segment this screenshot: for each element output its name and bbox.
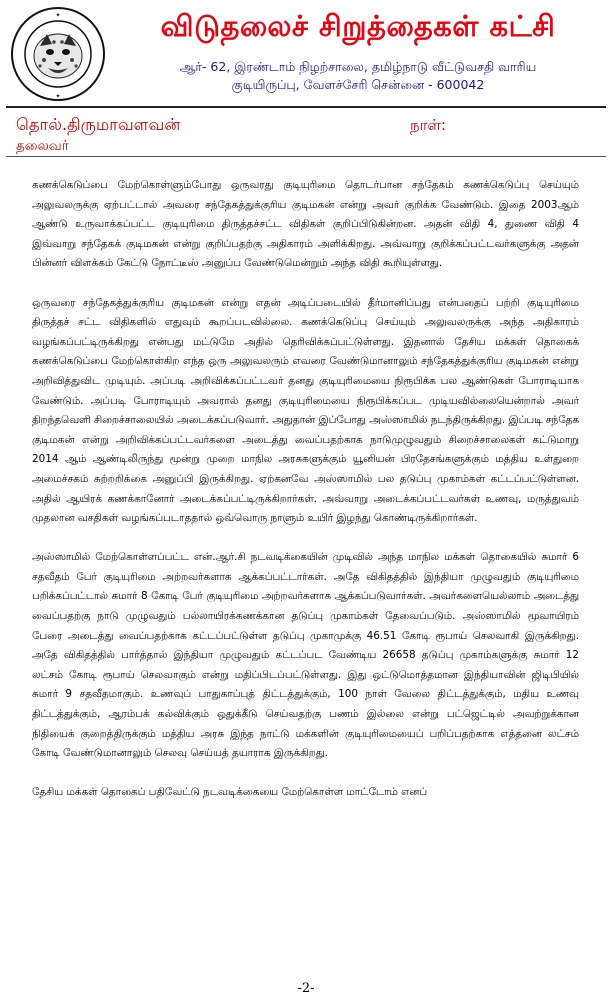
- letterhead: [0, 0, 612, 112]
- party-name: விடுதலைச் சிறுத்தைகள் கட்சி: [160, 9, 556, 43]
- party-logo-icon: [10, 6, 106, 102]
- body-paragraph: ஒருவரை சந்தேகத்துக்குரிய குடிமகன் என்று எதன் அடிப்படையில் தீர்மானிப்பது என்பதைப் பற்றி குடியுரிமை திருத்தச் சட்ட விதிகளில் எதுவும் கூறப்படவில்லை. கணக்கெடுப்பு செய்யும் அலுவலருக்கு அந்த அதிகாரம் வழங்கப்பட்டிருக்கிறது என்பது மட்டுமே அதில் தெரிவிக்கப்பட்டுள்ளது. இதனால் தேசிய மக்கள் தொகைக் கணக்கெடுப்பை மேற்கொள்கிற எந்த ஒரு அலுவலரும் எவரை வேண்டுமானாலும் சந்தேகத்துக்குரிய குடிமகன் என்று அறிவித்துவிட முடியும். அப்படி அறிவிக்கப்பட்டவர் தனது குடியுரிமையை நிரூபிக்க பல ஆண்டுகள் போராடியாக வேண்டும். அப்படி போராடியும் அவரால் தனது குடியுரிமையை நிரூபிக்கப்பட முடியவில்லையென்றால் அவர் திறந்தவெளி சிறைச்சாலையில் அடைக்கப்படுவார். அதுதான் இப்போது அஸ்ஸாமில் நடந்திருக்கிறது. இப்படி சந்தேக குடிமகன் என்று அறிவிக்கப்பட்டவர்களை அடைத்து வைப்பதற்காக நாடுமுழுவதும் சிறைச்சாலைகள் கட்டுமாறு 2014 ஆம் ஆண்டிலிருந்து மூன்று முறை மாநில அரசுகளுக்கும் யூனியன் பிரதேசங்களுக்கும் மத்திய உள்துறை அமைச்சகம் சுற்றறிக்கை அனுப்பி இருக்கிறது. ஏற்கனவே அஸ்ஸாமில் பல தடுப்பு முகாம்கள் கட்டப்பட்டுள்ளன. அதில் ஆயிரக் கணக்கானோர் அடைக்கப்பட்டிருக்கிறார்கள். அவ்வாறு அடைக்கப்பட்டவர்கள் உணவு, மருத்துவம் முதலான வசதிகள் வழங்கப்படாததால் ஒவ்வொரு நாளும் உயிர் இழந்து கொண்டிருக்கிறார்கள்.: [32, 296, 579, 525]
- body-paragraph: அஸ்ஸாமில் மேற்கொள்ளப்பட்ட என்.ஆர்.சி நடவடிக்கையின் முடிவில் அந்த மாநில மக்கள் தொகையில் சுமார் 6 சதவீதம் பேர் குடியுரிமை அற்றவர்களாக ஆக்கப்பட்டார்கள். அதே விகிதத்தில் இந்தியா முழுவதும் குடியுரிமை பறிக்கப்பட்டால் சுமார் 8 கோடி பேர் குடியுரிமை அற்றவர்களாக ஆக்கப்படுவார்கள். அவர்களையெல்லாம் அடைத்து வைப்பதற்கு நாடு முழுவதும் பல்லாயிரக்கணக்கான தடுப்பு முகாம்கள் தேவைப்படும். அஸ்ஸாமில் மூவாயிரம் பேரை அடைத்து வைப்பதற்காக கட்டப்பட்டுள்ள தடுப்பு முகாமுக்கு 46.51 கோடி ரூபாய் செலவாகி இருக்கிறது. அதே விகிதத்தில் பார்த்தால் இந்தியா முழுவதும் கட்டப்பட வேண்டிய 26658 தடுப்பு முகாம்களுக்கு சுமார் 12 லட்சம் கோடி ரூபாய் செலவாகும் என்று மதிப்பிடப்பட்டுள்ளது. இது ஒட்டுமொத்தமான இந்தியாவின் ஜிடிபியில் சுமார் 9 சதவீதமாகும். உணவுப் பாதுகாப்புத் திட்டத்துக்கும், 100 நாள் வேலை திட்டத்துக்கும், மதிய உணவு திட்டத்துக்கும், ஆரம்பக் கல்விக்கும் ஒதுக்கீடு செய்வதற்கு பணம் இல்லை என்று பட்ஜெட்டில் அவற்றுக்கான நிதியைக் குறைத்திருக்கும் மத்திய அரசு இந்த நாட்டு மக்களின் குடியுரிமையைப் பறிப்பதற்காக எத்தனை லட்சம் கோடி வேண்டுமானாலும் செலவு செய்யத் தயாராக இருக்கிறது.: [32, 551, 579, 760]
- sender-name: தொல்.திருமாவளவன்: [16, 115, 181, 134]
- letter-body: [32, 176, 579, 823]
- body-paragraph: தேசிய மக்கள் தொகைப் பதிவேட்டு நடவடிக்கையை மேற்கொள்ள மாட்டோம் எனப்: [32, 786, 428, 799]
- svg-text:✦: ✦: [55, 93, 61, 100]
- header-divider: [6, 106, 606, 108]
- address-line-1: ஆர்- 62, இரண்டாம் நிழற்சாலை, தமிழ்நாடு வீட்டுவசதி வாரிய: [179, 59, 537, 74]
- body-paragraph: கணக்கெடுப்பை மேற்கொள்ளும்போது ஒருவரது குடியுரிமை தொடர்பான சந்தேகம் கணக்கெடுப்பு செய்யும் அலுவலருக்கு ஏற்பட்டால் அவரை சந்தேகத்துக்குரிய குடிமகன் என்று அவர் குறிக்க வேண்டும். இதை 2003ஆம் ஆண்டு உருவாக்கப்பட்ட குடியுரிமை திருத்தச்சட்ட விதிகள் குறிப்பிடுகின்றன. அதன் விதி 4, துணை விதி 4 இவ்வாறு சந்தேகக் குடிமகன் என்று குறிப்பதற்கு அதிகாரம் அளிக்கிறது. அவ்வாறு குறிக்கப்பட்டவர்களுக்கு அதன் பின்னர் விளக்கம் கேட்டு நோட்டீஸ் அனுப்ப வேண்டுமென்றும் அந்த விதி கூறியுள்ளது.: [32, 179, 579, 270]
- date-label: நாள்:: [410, 116, 447, 134]
- sender-divider: [6, 156, 606, 157]
- svg-text:✦: ✦: [55, 12, 61, 19]
- page-number: -2-: [297, 981, 315, 996]
- address-line-2: குடியிருப்பு, வேளச்சேரி சென்னை - 600042: [231, 77, 485, 92]
- sender-role: தலைவர்: [16, 138, 69, 154]
- address: [110, 58, 606, 94]
